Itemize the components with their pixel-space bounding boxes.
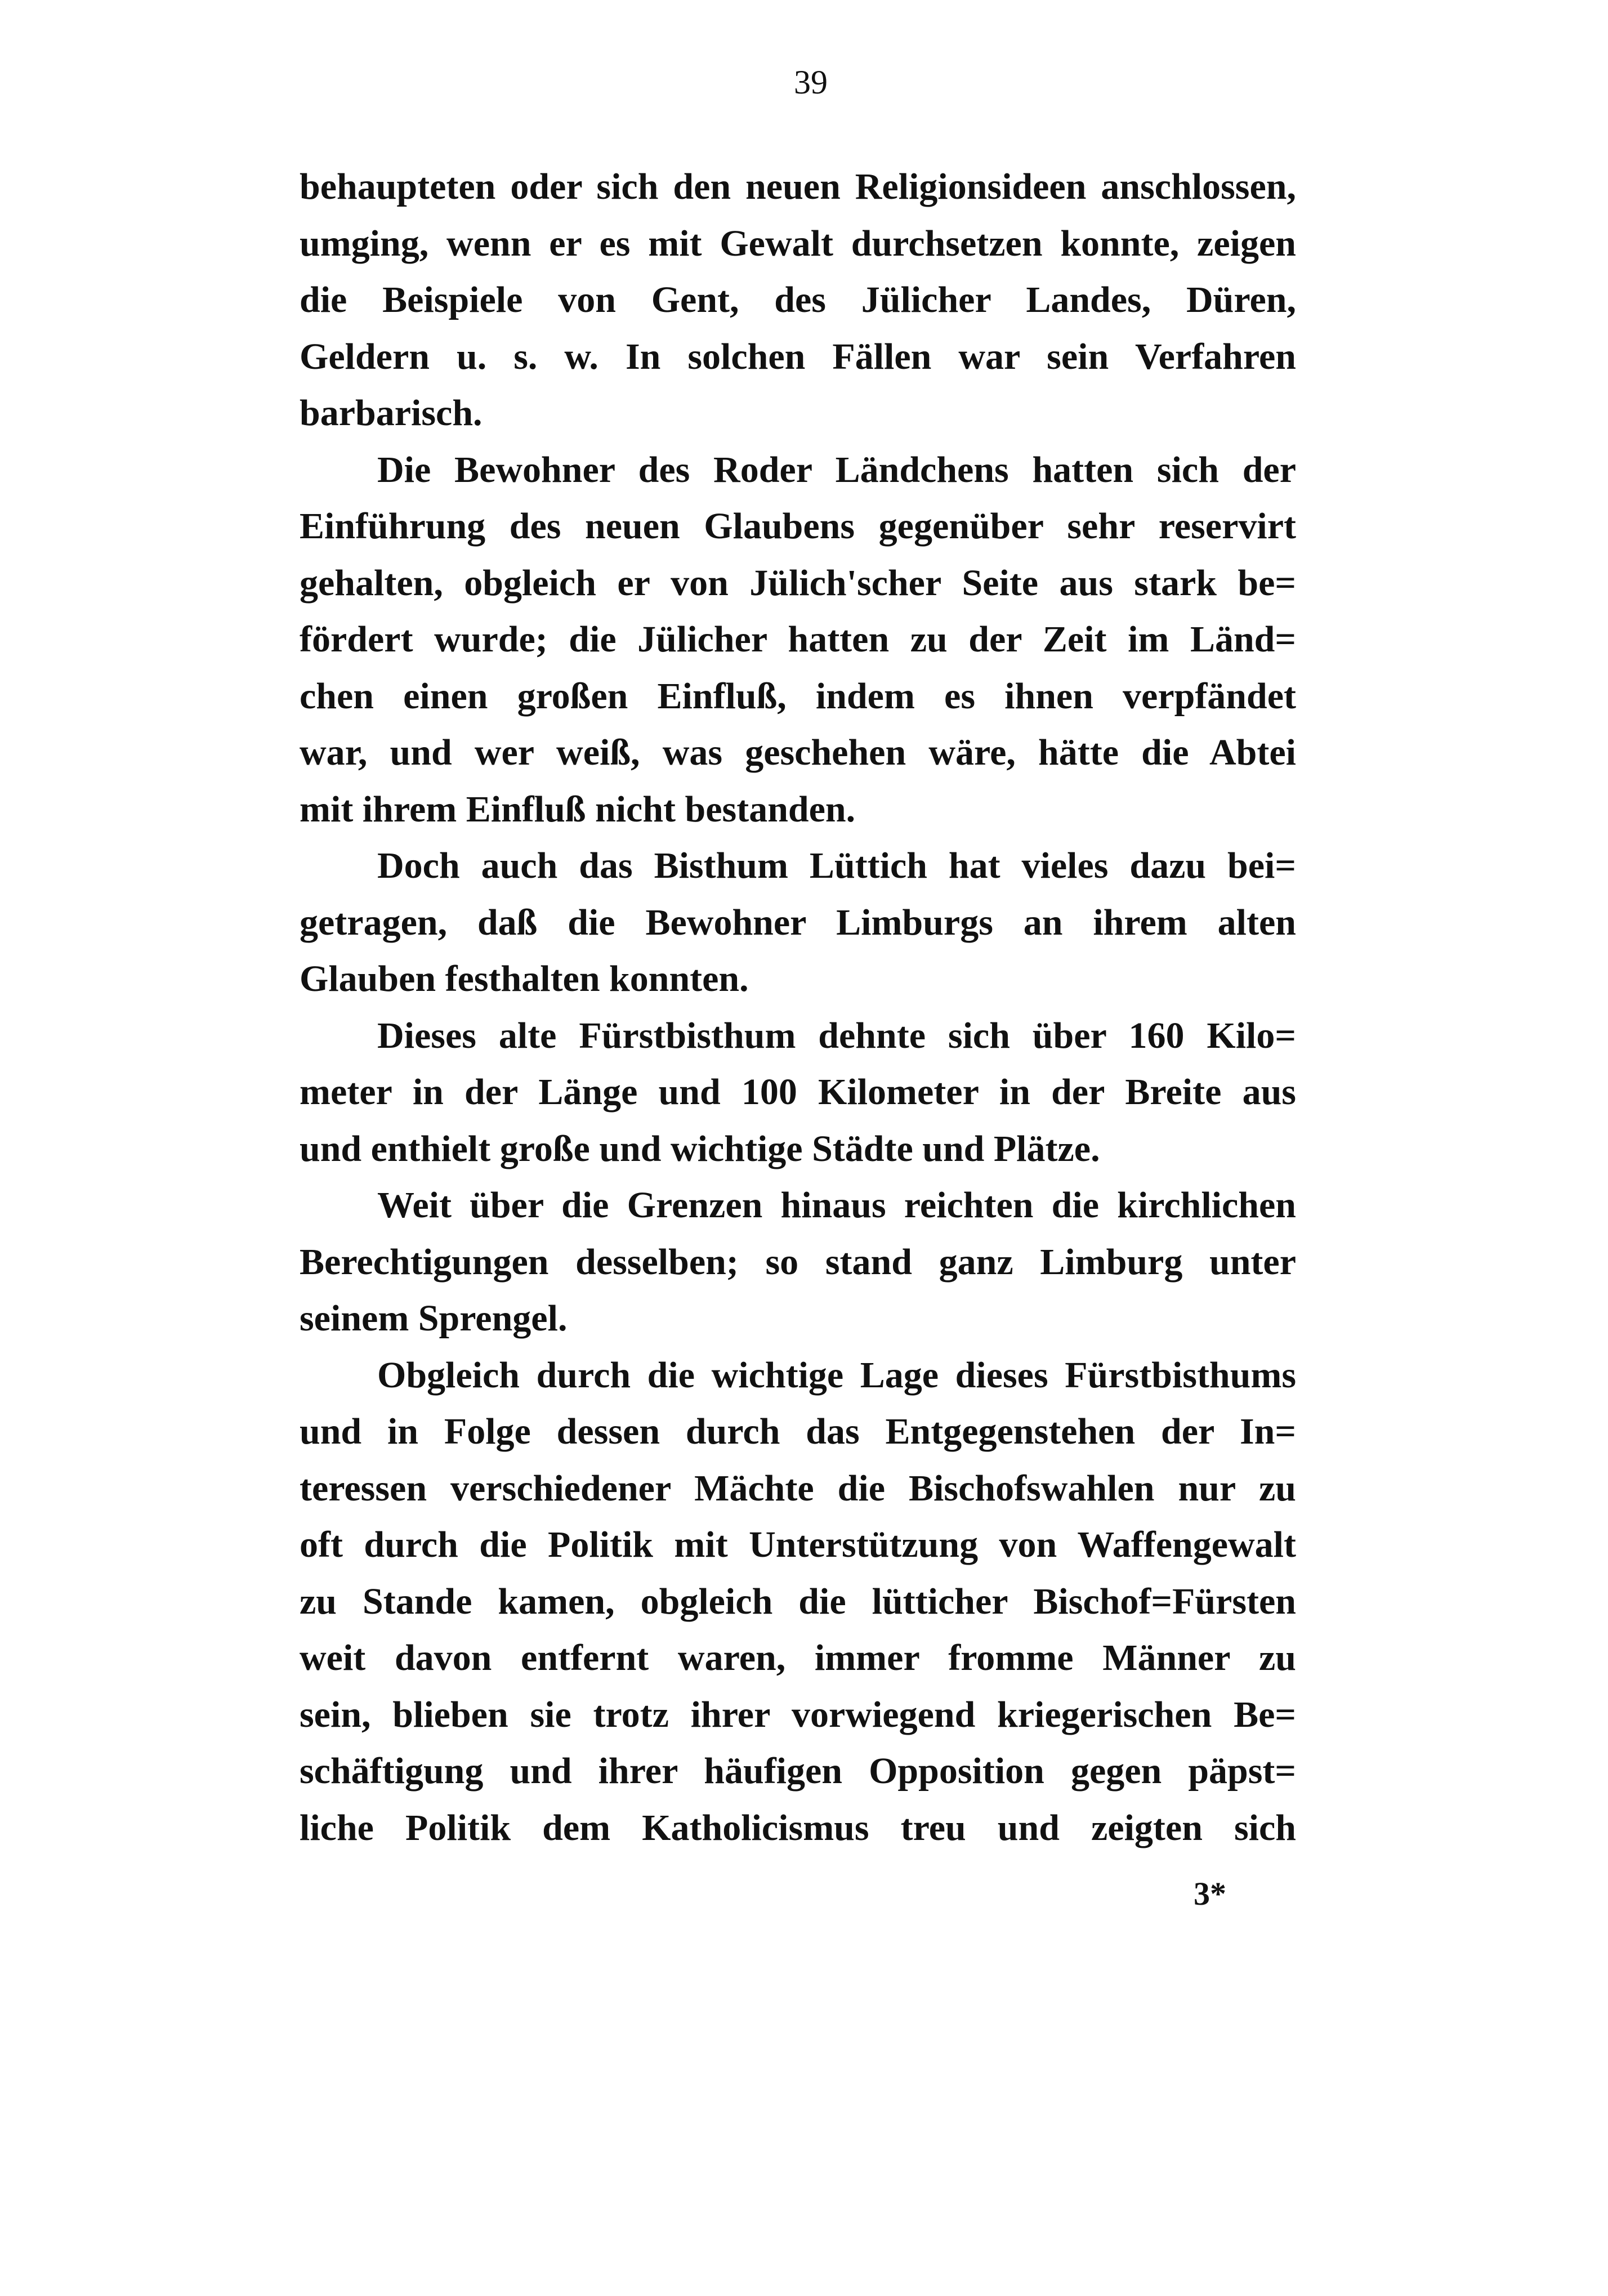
paragraph [300,1008,1296,1178]
text-line: Doch auch das Bisthum Lüttich hat vieles dazu bei= [377,845,1296,886]
text-line: zu Stande kamen, obgleich die lütticher Bischof=Fürsten [300,1580,1296,1622]
text-line: war, und wer weiß, was geschehen wäre, hätte die Abtei [300,732,1296,773]
text-line: Dieses alte Fürstbisthum dehnte sich über 160 Kilo= [377,1015,1296,1056]
text-line: und in Folge dessen durch das Entgegenstehen der In= [300,1411,1296,1452]
text-line: fördert wurde; die Jülicher hatten zu der Zeit im Länd= [300,619,1296,660]
text-line: oft durch die Politik mit Unterstützung von Waffengewalt [300,1524,1296,1565]
text-line: chen einen großen Einfluß, indem es ihnen verpfändet [300,675,1296,717]
text-line: und enthielt große und wichtige Städte und Plätze. [300,1128,1100,1169]
text-line: die Beispiele von Gent, des Jülicher Landes, Düren, [300,279,1296,320]
text-line: behaupteten oder sich den neuen Religionsideen anschlossen, [300,166,1296,207]
text-line: sein, blieben sie trotz ihrer vorwiegend kriegerischen Be= [300,1694,1296,1735]
signature-mark: 3* [1194,1875,1226,1912]
text-line: liche Politik dem Katholicismus treu und zeigten sich [300,1807,1296,1848]
text-line: teressen verschiedener Mächte die Bischofswahlen nur zu [300,1467,1296,1509]
text-line: meter in der Länge und 100 Kilometer in der Breite aus [300,1071,1296,1113]
text-line: weit davon entfernt waren, immer fromme Männer zu [300,1637,1296,1678]
text-line: schäftigung und ihrer häufigen Opposition gegen päpst= [300,1750,1296,1792]
text-line: getragen, daß die Bewohner Limburgs an ihrem alten [300,901,1296,943]
text-line: Weit über die Grenzen hinaus reichten die kirchlichen [377,1185,1296,1226]
text-line: seinem Sprengel. [300,1298,568,1339]
text-line: Glauben festhalten konnten. [300,958,749,999]
paragraph [300,442,1296,838]
page-number: 39 [794,64,828,101]
text-line: Geldern u. s. w. In solchen Fällen war sein Verfahren [300,336,1296,377]
paragraph [300,159,1296,442]
text-line: gehalten, obgleich er von Jülich'scher Seite aus stark be= [300,562,1296,604]
text-line: Einführung des neuen Glaubens gegenüber sehr reservirt [300,506,1296,547]
text-line: Die Bewohner des Roder Ländchens hatten sich der [377,449,1296,490]
text-line: Obgleich durch die wichtige Lage dieses Fürstbisthums [377,1354,1296,1396]
text-line: barbarisch. [300,392,483,434]
text-line: Berechtigungen desselben; so stand ganz Limburg unter [300,1241,1296,1283]
paragraph [300,1177,1296,1347]
paragraph [300,838,1296,1008]
text-line: mit ihrem Einfluß nicht bestanden. [300,788,856,830]
text-line: umging, wenn er es mit Gewalt durchsetzen konnte, zeigen [300,222,1296,264]
paragraph [300,1347,1296,1857]
body-text [300,159,1296,1856]
